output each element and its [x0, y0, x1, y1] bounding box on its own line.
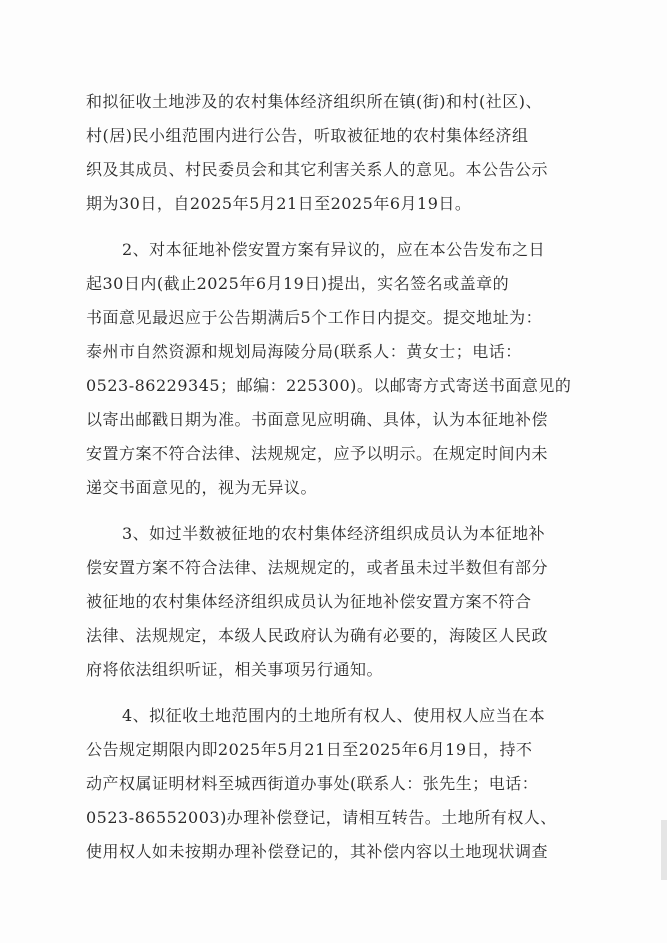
text-line: 安置方案不符合法律、法规规定，应予以明示。在规定时间内未: [86, 444, 549, 463]
text-line: 动产权属证明材料至城西街道办事处(联系人：张先生；电话：: [86, 774, 539, 793]
text-line: 村(居)民小组范围内进行公告，听取被征地的农村集体经济组: [86, 126, 529, 145]
paragraph-objection: [86, 233, 616, 505]
paragraph-gap: [86, 221, 616, 233]
paragraph-continuation: [86, 85, 616, 221]
paragraph-gap: [86, 505, 616, 517]
text-line: 被征地的农村集体经济组织成员认为征地补偿安置方案不符合: [86, 592, 532, 611]
paragraph-gap: [86, 687, 616, 699]
text-line: 书面意见最迟应于公告期满后5个工作日内提交。提交地址为：: [86, 308, 543, 327]
text-line: 公告规定期限内即2025年5月21日至2025年6月19日，持不: [86, 740, 533, 759]
text-line: 偿安置方案不符合法律、法规规定的，或者虽未过半数但有部分: [86, 558, 549, 577]
text-line: 3、如过半数被征地的农村集体经济组织成员认为本征地补: [122, 524, 546, 543]
text-line: 泰州市自然资源和规划局海陵分局(联系人：黄女士；电话：: [86, 342, 522, 361]
text-line: 递交书面意见的，视为无异议。: [86, 478, 318, 497]
paragraph-registration: [86, 699, 616, 869]
text-line: 起30日内(截止2025年6月19日)提出，实名签名或盖章的: [86, 274, 510, 293]
text-line: 府将依法组织听证，相关事项另行通知。: [86, 660, 384, 679]
text-line: 期为30日，自2025年5月21日至2025年6月19日。: [86, 194, 472, 213]
text-line: 0523-86552003)办理补偿登记，请相互转告。土地所有权人、: [86, 808, 557, 827]
paragraph-hearing: [86, 517, 616, 687]
text-line: 和拟征收土地涉及的农村集体经济组织所在镇(街)和村(社区)、: [86, 92, 542, 111]
scan-edge-shadow: [661, 820, 667, 880]
text-line: 法律、法规规定，本级人民政府认为确有必要的，海陵区人民政: [86, 626, 549, 645]
document-body: [86, 85, 616, 869]
text-line: 4、拟征收土地范围内的土地所有权人、使用权人应当在本: [122, 706, 546, 725]
text-line: 0523-86229345；邮编：225300)。以邮寄方式寄送书面意见的: [86, 376, 572, 395]
text-line: 织及其成员、村民委员会和其它利害关系人的意见。本公告公示: [86, 160, 549, 179]
text-line: 使用权人如未按期办理补偿登记的，其补偿内容以土地现状调查: [86, 842, 549, 861]
text-line: 2、对本征地补偿安置方案有异议的，应在本公告发布之日: [122, 240, 546, 259]
text-line: 以寄出邮戳日期为准。书面意见应明确、具体，认为本征地补偿: [86, 410, 549, 429]
